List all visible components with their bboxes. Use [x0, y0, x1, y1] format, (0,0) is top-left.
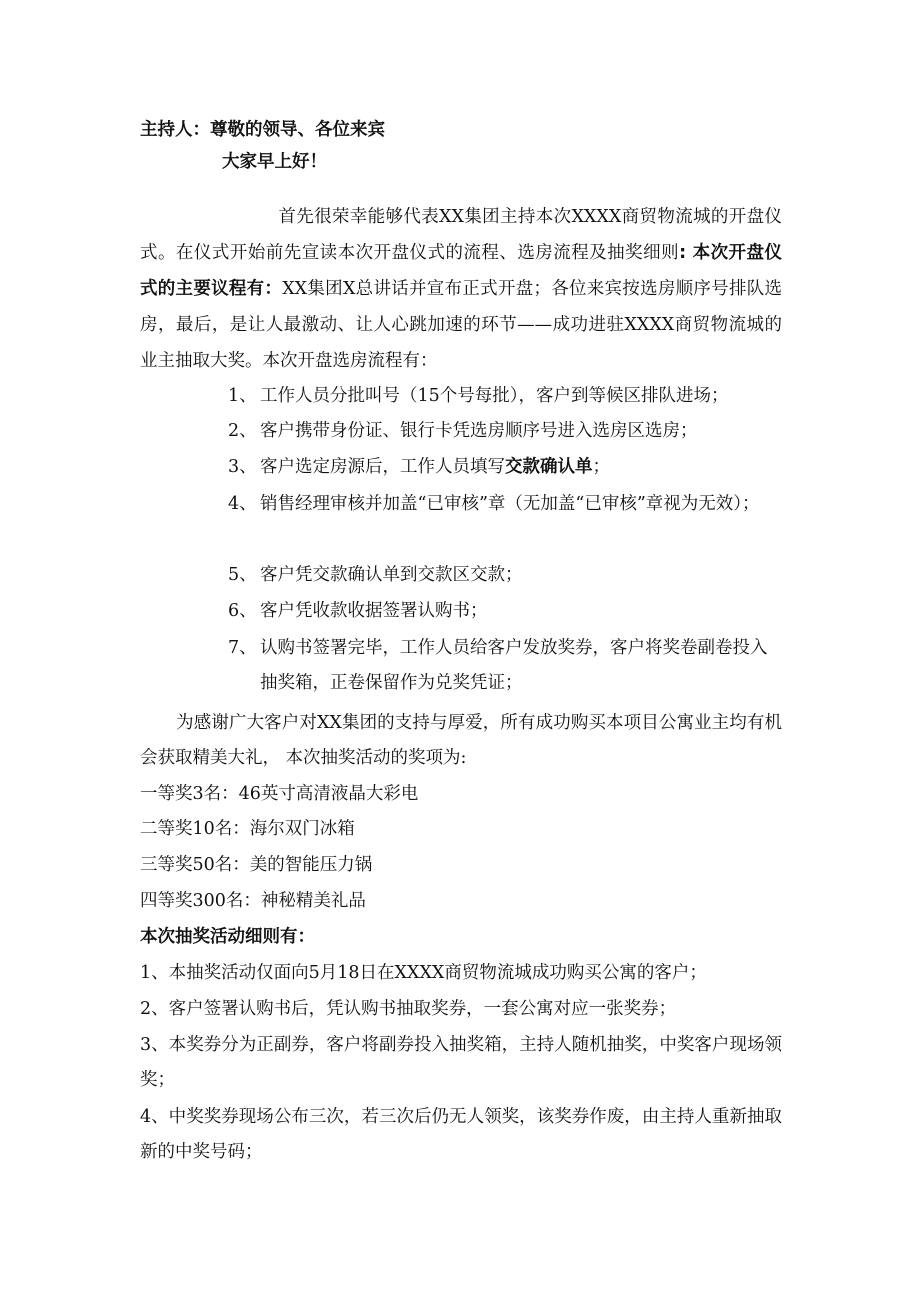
flow-step-3: [228, 450, 784, 485]
flow-step-text: 客户凭收款收据签署认购书；: [260, 601, 488, 621]
thanks-paragraph: [140, 706, 782, 775]
intro-text-2: XX集团X总讲话并宣布正式开盘；各位来宾按选房顺序号排队选房，最后，是让人最激动、让人心跳加速的环节——成功进驻XXXX商贸物流城的业主抽取大奖。本次开盘选房流程有：: [140, 279, 783, 371]
intro-bold-agenda: : 本次开盘仪式的主要议程有：: [140, 243, 782, 299]
rules-heading: 本次抽奖活动细则有：: [140, 927, 315, 947]
rule-2: 2、客户签署认购书后，凭认购书抽取奖券，一套公寓对应一张奖券；: [140, 999, 677, 1019]
host-greeting: 主持人：尊敬的领导、各位来宾: [140, 120, 385, 140]
rule-3: 3、本奖券分为正副券，客户将副券投入抽奖箱，主持人随机抽奖，中奖客户现场领奖；: [140, 1035, 782, 1090]
prize-third: 三等奖50名：美的智能压力锅: [140, 855, 373, 875]
intro-text-1: 首先很荣幸能够代表XX集团主持本次XXXX商贸物流城的开盘仪式。在仪式开始前先宣读本次开盘仪式的流程、选房流程及抽奖细则: [140, 207, 782, 263]
flow-step-2: [228, 414, 784, 449]
morning-greeting: 大家早上好！: [222, 152, 327, 172]
flow-step-text: 工作人员分批叫号（15个号每批），客户到等候区排队进场；: [260, 386, 729, 406]
prize-second: 二等奖10名：海尔双门冰箱: [140, 819, 355, 839]
flow-step-number: 2、: [228, 421, 257, 441]
flow-step-number: 1、: [228, 386, 257, 406]
rule-1: 1、本抽奖活动仅面向5月18日在XXXX商贸物流城成功购买公寓的客户；: [140, 963, 707, 983]
flow-step-7: [228, 631, 784, 700]
rule-4: 4、中奖奖券现场公布三次，若三次后仍无人领奖，该奖券作废，由主持人重新抽取新的中奖号码；: [140, 1107, 782, 1162]
intro-paragraph: [140, 199, 782, 379]
flow-step-3-bold: 交款确认单: [505, 457, 593, 477]
prize-first: 一等奖3名：46英寸高清液晶大彩电: [140, 784, 419, 804]
flow-step-3-text: 客户选定房源后，工作人员填写: [260, 457, 505, 477]
flow-step-number: 3、: [228, 457, 257, 477]
flow-step-text: [228, 450, 784, 485]
flow-step-6: [228, 594, 784, 629]
flow-step-text: 客户凭交款确认单到交款区交款；: [260, 565, 523, 585]
flow-step-text: 销售经理审核并加盖“已审核”章（无加盖“已审核”章视为无效）；: [260, 494, 760, 514]
flow-step-text: 认购书签署完毕，工作人员给客户发放奖券，客户将奖卷副卷投入抽奖箱，正卷保留作为兑奖凭证；: [260, 638, 768, 693]
flow-step-1: [228, 379, 784, 414]
prize-fourth: 四等奖300名：神秘精美礼品: [140, 891, 366, 911]
thanks-text: 为感谢广大客户对XX集团的支持与厚爱，所有成功购买本项目公寓业主均有机会获取精美大礼， 本次抽奖活动的奖项为:: [140, 713, 782, 768]
flow-step-5: [228, 558, 784, 593]
flow-step-4: [228, 487, 784, 522]
flow-step-text: 客户携带身份证、银行卡凭选房顺序号进入选房区选房；: [260, 421, 698, 441]
flow-step-number: 4、: [228, 494, 257, 514]
flow-step-number: 6、: [228, 601, 257, 621]
flow-step-3-suffix: ；: [592, 457, 610, 477]
flow-step-number: 7、: [228, 638, 257, 658]
flow-step-number: 5、: [228, 565, 257, 585]
